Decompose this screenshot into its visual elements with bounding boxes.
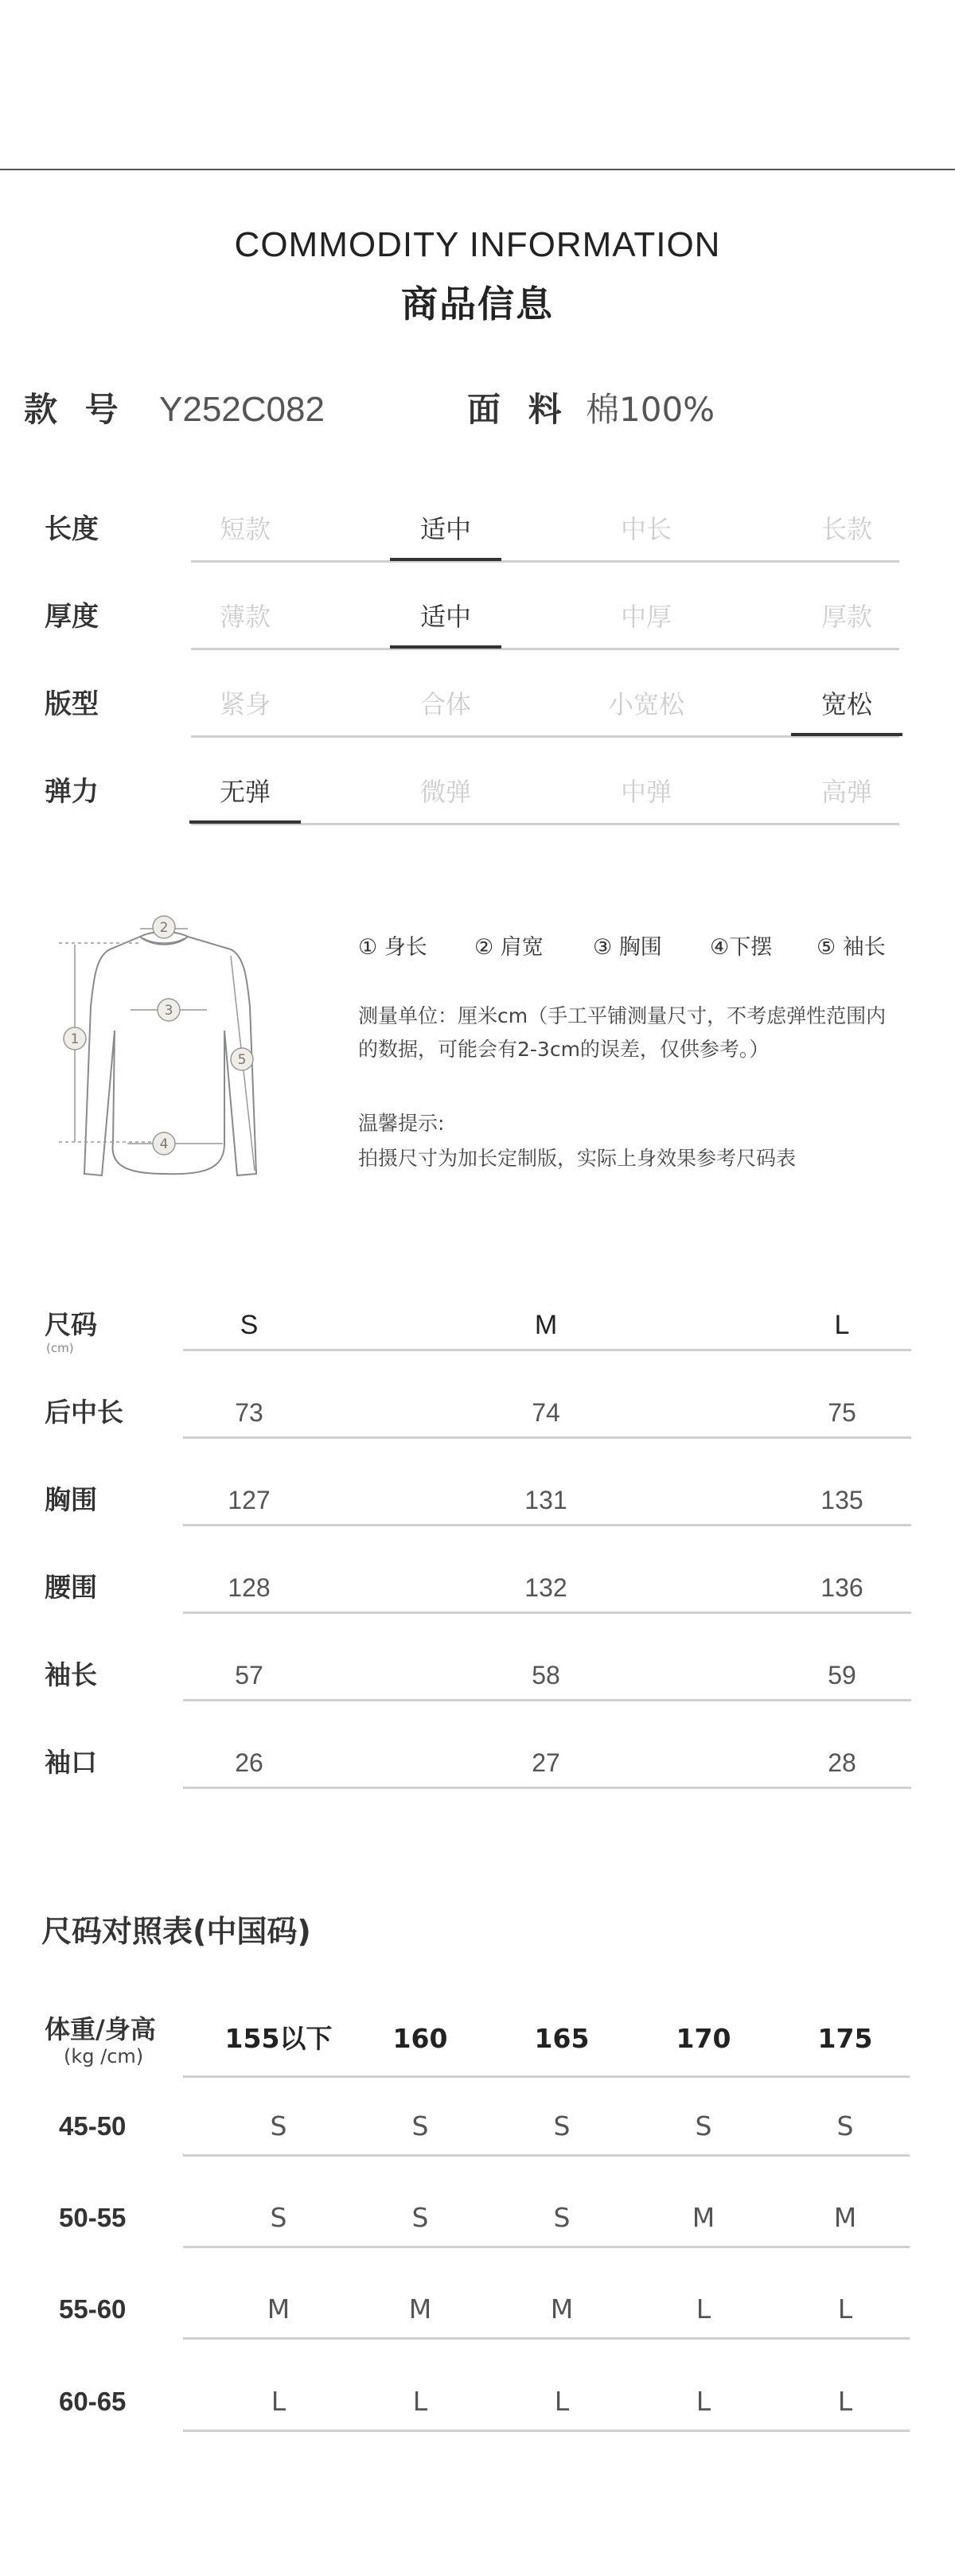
garment-diagram [48, 911, 302, 1198]
compare-height-header: 170 [676, 2023, 731, 2054]
table-cell: 74 [532, 1398, 560, 1427]
legend-sleeve: ⑤ 袖长 [817, 935, 886, 960]
table-cell: S [553, 2202, 571, 2233]
table-cell: L [412, 2386, 428, 2417]
attribute-option: 厚款 [821, 602, 872, 632]
legend-chest: ③ 胸围 [593, 935, 662, 960]
attribute-option: 中弹 [620, 777, 672, 807]
table-row [0, 1655, 955, 1703]
measurement-label: 腰围 [45, 1572, 97, 1603]
product-code-row [24, 386, 931, 434]
top-divider [0, 169, 955, 170]
table-cell: S [270, 2202, 287, 2233]
attribute-row [0, 772, 955, 836]
table-row [0, 1393, 955, 1440]
code-label: 款 号 [24, 390, 127, 429]
table-cell: 58 [532, 1661, 560, 1689]
row-divider [183, 2075, 910, 2078]
table-row [0, 2382, 955, 2430]
attribute-option: 小宽松 [607, 689, 684, 719]
compare-height-header: 175 [817, 2023, 873, 2054]
marker-3: 3 [164, 1003, 173, 1019]
legend-length: ① 身长 [358, 935, 427, 960]
weight-range-label: 50-55 [59, 2203, 127, 2232]
table-row [0, 1480, 955, 1528]
table-cell: 136 [821, 1573, 863, 1602]
attribute-label: 厚度 [45, 601, 99, 633]
attribute-option-selected: 适中 [390, 509, 501, 549]
table-cell: M [267, 2293, 290, 2325]
table-row [0, 2290, 955, 2337]
attribute-row [0, 597, 955, 661]
table-cell: 73 [235, 1398, 263, 1427]
marker-2: 2 [159, 920, 169, 936]
attribute-label: 长度 [45, 513, 99, 545]
table-cell: 135 [821, 1486, 863, 1514]
table-cell: 57 [235, 1661, 263, 1689]
row-divider [183, 2154, 910, 2157]
table-cell: S [553, 2110, 571, 2141]
table-cell: 75 [828, 1398, 856, 1427]
table-row [0, 2198, 955, 2246]
fabric-value: 棉100% [586, 390, 715, 429]
measurement-label: 后中长 [45, 1397, 123, 1428]
table-cell: S [836, 2110, 854, 2141]
table-cell: M [550, 2293, 574, 2325]
tip-title: 温馨提示: [358, 1112, 445, 1135]
table-row [0, 2106, 955, 2154]
row-divider [183, 1611, 911, 1614]
attribute-option: 中厚 [620, 602, 672, 632]
table-cell: 59 [828, 1661, 856, 1689]
table-cell: L [837, 2293, 853, 2325]
fabric-label: 面 料 [467, 390, 570, 429]
attribute-option: 紧身 [219, 689, 271, 719]
table-cell: M [833, 2202, 857, 2233]
code-value: Y252C082 [159, 390, 325, 429]
table-cell: 128 [228, 1573, 271, 1602]
heading-english: COMMODITY INFORMATION [234, 225, 721, 264]
heading-chinese: 商品信息 [401, 283, 554, 325]
marker-4: 4 [159, 1136, 169, 1152]
measurement-label: 胸围 [45, 1484, 97, 1515]
attribute-option: 薄款 [219, 602, 271, 632]
row-divider [183, 2337, 910, 2340]
size-table-header [0, 1305, 955, 1353]
attribute-option-selected: 适中 [390, 597, 501, 637]
table-cell: L [554, 2386, 570, 2417]
size-col-m: M [534, 1310, 558, 1340]
table-cell: 27 [532, 1748, 560, 1777]
measurement-legend [358, 929, 915, 961]
table-cell: 26 [235, 1748, 263, 1777]
unit-note-line-2: 的数据，可能会有2-3cm的误差，仅供参考。） [358, 1038, 770, 1061]
attribute-row [0, 684, 955, 748]
attribute-option: 高弹 [821, 777, 872, 807]
attribute-label: 弹力 [45, 776, 99, 808]
table-cell: L [696, 2293, 711, 2325]
measurement-label: 袖口 [45, 1747, 97, 1778]
table-cell: L [837, 2386, 853, 2417]
table-cell: S [411, 2110, 429, 2141]
table-cell: 127 [228, 1486, 271, 1514]
table-cell: L [271, 2386, 286, 2417]
row-divider [183, 2430, 910, 2432]
compare-corner-label: 体重/身高 [45, 2014, 156, 2044]
size-col-s: S [240, 1310, 259, 1340]
size-col-l: L [834, 1310, 850, 1340]
attribute-label: 版型 [45, 688, 99, 720]
legend-hem: ④下摆 [710, 935, 773, 960]
size-unit: (cm) [46, 1341, 74, 1355]
row-divider [183, 1524, 911, 1526]
weight-range-label: 55-60 [59, 2294, 127, 2324]
table-cell: S [411, 2202, 429, 2233]
attribute-option: 合体 [419, 689, 471, 719]
compare-height-header: 155以下 [224, 2023, 333, 2054]
attribute-row [0, 509, 955, 573]
attribute-option: 中长 [620, 514, 672, 544]
attribute-scale-line [191, 648, 899, 650]
compare-corner-unit: (kg /cm) [64, 2045, 144, 2067]
marker-1: 1 [70, 1031, 80, 1047]
weight-range-label: 45-50 [59, 2111, 127, 2141]
table-cell: S [695, 2110, 712, 2141]
table-cell: 131 [524, 1486, 567, 1514]
tip-text: 拍摄尺寸为加长定制版，实际上身效果参考尺码表 [358, 1147, 797, 1170]
compare-height-header: 160 [392, 2023, 448, 2054]
weight-range-label: 60-65 [59, 2387, 127, 2416]
row-divider [183, 1349, 911, 1351]
row-divider [183, 2246, 910, 2248]
compare-height-header: 165 [534, 2023, 590, 2054]
table-row [0, 1568, 955, 1615]
attribute-option-selected: 宽松 [791, 684, 902, 724]
unit-note-line-1: 测量单位：厘米cm（手工平铺测量尺寸，不考虑弹性范围内 [358, 1004, 887, 1027]
attribute-option: 微弹 [419, 777, 471, 807]
size-header-label: 尺码 [45, 1309, 97, 1340]
legend-shoulder: ② 肩宽 [474, 935, 544, 960]
attribute-option-selected: 无弹 [189, 772, 301, 812]
row-divider [183, 1787, 911, 1789]
table-cell: M [692, 2202, 715, 2233]
attribute-scale-line [191, 560, 899, 563]
marker-5: 5 [237, 1052, 247, 1068]
table-cell: 132 [524, 1573, 567, 1602]
attribute-option: 长款 [821, 514, 872, 544]
compare-table-title: 尺码对照表(中国码) [41, 1914, 311, 1949]
attribute-option: 短款 [219, 514, 271, 544]
table-cell: 28 [828, 1748, 856, 1777]
measurement-label: 袖长 [45, 1659, 97, 1690]
table-cell: L [696, 2386, 711, 2417]
table-cell: S [270, 2110, 287, 2141]
table-row [0, 1743, 955, 1791]
row-divider [183, 1699, 911, 1701]
row-divider [183, 1436, 911, 1439]
table-cell: M [408, 2293, 432, 2325]
